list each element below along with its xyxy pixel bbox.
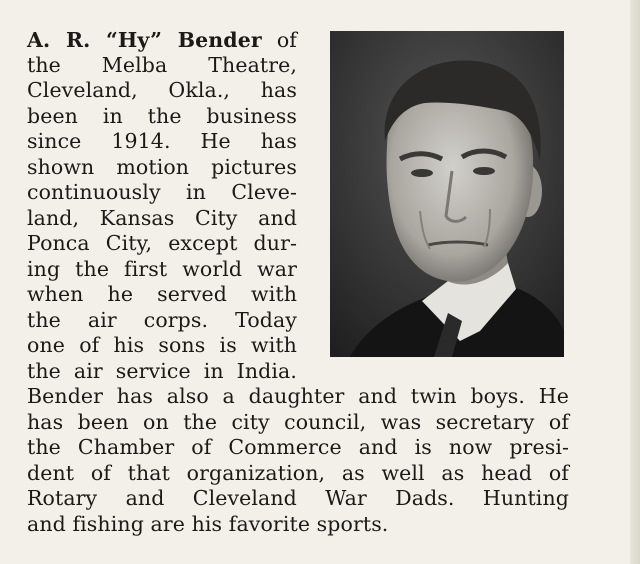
text-line-2: the Melba Theatre, (27, 53, 297, 77)
text-line-1 (27, 28, 297, 53)
text-line-8: land, Kansas City and (27, 206, 297, 230)
text-line-13: one of his sons is with (27, 333, 297, 357)
text-line-20: and fishing are his favorite sports. (27, 512, 389, 536)
text-line-7: continuously in Cleve- (27, 180, 297, 204)
text-line-6: shown motion pictures (27, 155, 297, 179)
text-line-18: dent of that organization, as well as head of (27, 461, 569, 485)
portrait-photo-icon (330, 31, 564, 357)
text-line-12: the air corps. Today (27, 308, 297, 332)
text-line-10: ing the first world war (27, 257, 297, 281)
lead-name: A. R. “Hy” Bender (27, 28, 262, 52)
text-line-5: since 1914. He has (27, 129, 297, 153)
text-line-14: the air service in India. (27, 359, 297, 383)
text-line-19: Rotary and Cleveland War Dads. Hunting (27, 486, 569, 510)
text-line-11: when he served with (27, 282, 297, 306)
text-line-15: Bender has also a daughter and twin boys. He (27, 384, 569, 408)
text-line-16: has been on the city council, was secretary of (27, 410, 569, 434)
page-edge (630, 0, 640, 564)
portrait-photo (330, 31, 564, 357)
text-line-4: been in the business (27, 104, 297, 128)
text-line-17: the Chamber of Commerce and is now presi- (27, 435, 569, 459)
text-line-9: Ponca City, except dur- (27, 231, 297, 255)
text-line-1-tail: of (261, 28, 297, 52)
text-line-3: Cleveland, Okla., has (27, 78, 297, 102)
